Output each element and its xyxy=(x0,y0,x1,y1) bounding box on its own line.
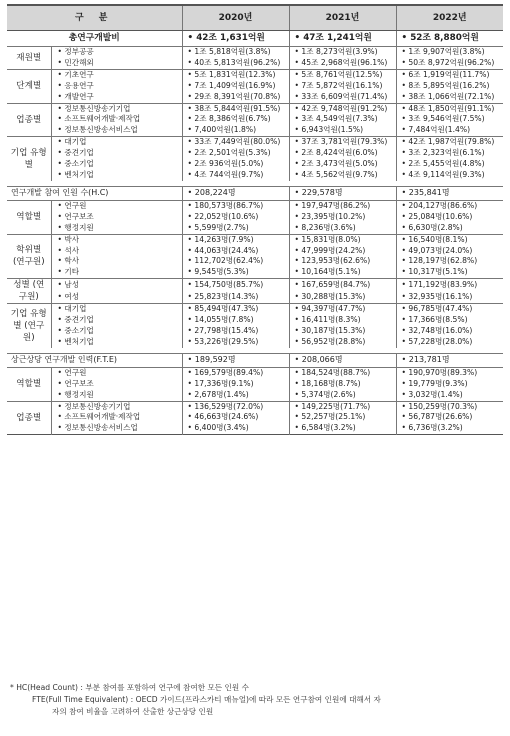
row-value: • 33조 6,609억원(71.4%) xyxy=(289,92,396,103)
row-value: • 30,187명(15.3%) xyxy=(289,326,396,337)
row-label: • 중견기업 xyxy=(51,315,182,326)
table-row xyxy=(7,170,503,181)
row-value: • 57,228명(28.0%) xyxy=(396,337,503,348)
row-value: • 49,073명(24.0%) xyxy=(396,246,503,257)
row-label: • 민간해외 xyxy=(51,58,182,69)
row-value: • 7조 5,872억원(16.1%) xyxy=(289,81,396,92)
row-label: • 석사 xyxy=(51,246,182,257)
row-value: • 6,736명(3.2%) xyxy=(396,423,503,434)
row-value: • 42조 9,748억원(91.2%) xyxy=(289,103,396,114)
row-value: • 6,630명(2.8%) xyxy=(396,223,503,234)
row-label: • 정보통신방송기기업 xyxy=(51,103,182,114)
footnote-fte-cont: 자의 참여 비율을 고려하여 산출한 상근상당 인원 xyxy=(52,707,214,716)
row-value: • 171,192명(83.9%) xyxy=(396,279,503,292)
row-label: • 남성 xyxy=(51,279,182,292)
row-value: • 190,970명(89.3%) xyxy=(396,367,503,378)
row-value: • 3,032명(1.4%) xyxy=(396,390,503,401)
table-row xyxy=(7,267,503,278)
row-value: • 10,164명(5.1%) xyxy=(289,267,396,278)
group-label: 성별 (연구원) xyxy=(7,279,51,304)
table-row xyxy=(7,412,503,423)
row-value: • 30,288명(15.3%) xyxy=(289,291,396,304)
table-row xyxy=(7,200,503,211)
row-value: • 2조 936억원(5.0%) xyxy=(182,159,289,170)
table-row xyxy=(7,390,503,401)
row-value: • 4조 9,114억원(9.3%) xyxy=(396,170,503,181)
row-value: • 3조 9,546억원(7.5%) xyxy=(396,114,503,125)
row-value: • 154,750명(85.7%) xyxy=(182,279,289,292)
row-value: • 180,573명(86.7%) xyxy=(182,200,289,211)
table-row xyxy=(7,58,503,69)
fte-value: • 213,781명 xyxy=(396,353,503,367)
total-label: 총연구개발비 xyxy=(7,31,182,47)
row-value: • 42조 1,987억원(79.8%) xyxy=(396,137,503,148)
row-value: • 25,823명(14.3%) xyxy=(182,291,289,304)
row-value: • 7조 1,409억원(16.9%) xyxy=(182,81,289,92)
row-value: • 2조 8,386억원(6.7%) xyxy=(182,114,289,125)
total-row xyxy=(7,31,503,47)
table-row xyxy=(7,92,503,103)
row-value: • 96,785명(47.4%) xyxy=(396,304,503,315)
row-value: • 7,484억원(1.4%) xyxy=(396,125,503,136)
hc-row xyxy=(7,186,503,200)
row-value: • 53,226명(29.5%) xyxy=(182,337,289,348)
table-row xyxy=(7,81,503,92)
row-label: • 벤처기업 xyxy=(51,337,182,348)
row-value: • 27,798명(15.4%) xyxy=(182,326,289,337)
table-end xyxy=(7,435,503,436)
row-value: • 5,599명(2.7%) xyxy=(182,223,289,234)
footnote-hc: * HC(Head Count) : 부분 참여를 포함하여 연구에 참여한 모든 인원 수 xyxy=(10,683,249,692)
row-value: • 2조 8,424억원(6.0%) xyxy=(289,148,396,159)
fte-value: • 208,066명 xyxy=(289,353,396,367)
row-value: • 2,678명(1.4%) xyxy=(182,390,289,401)
row-value: • 6,400명(3.4%) xyxy=(182,423,289,434)
row-value: • 48조 1,850억원(91.1%) xyxy=(396,103,503,114)
row-label: • 박사 xyxy=(51,234,182,245)
header-year: 2020년 xyxy=(182,5,289,31)
row-value: • 4조 744억원(9.7%) xyxy=(182,170,289,181)
row-label: • 중소기업 xyxy=(51,326,182,337)
hc-value: • 229,578명 xyxy=(289,186,396,200)
row-value: • 5,374명(2.6%) xyxy=(289,390,396,401)
row-value: • 6,943억원(1.5%) xyxy=(289,125,396,136)
header-category: 구 분 xyxy=(7,5,182,31)
hc-value: • 208,224명 xyxy=(182,186,289,200)
table-row xyxy=(7,223,503,234)
total-value: • 47조 1,241억원 xyxy=(289,31,396,47)
total-value: • 42조 1,631억원 xyxy=(182,31,289,47)
row-label: • 응용연구 xyxy=(51,81,182,92)
row-label: • 연구보조 xyxy=(51,379,182,390)
row-label: • 행정지원 xyxy=(51,390,182,401)
row-value: • 46,663명(24.6%) xyxy=(182,412,289,423)
row-value: • 94,397명(47.7%) xyxy=(289,304,396,315)
row-value: • 25,084명(10.6%) xyxy=(396,212,503,223)
table-body xyxy=(7,31,503,436)
row-value: • 8,236명(3.6%) xyxy=(289,223,396,234)
row-value: • 184,524명(88.7%) xyxy=(289,367,396,378)
row-label: • 연구원 xyxy=(51,367,182,378)
total-value: • 52조 8,880억원 xyxy=(396,31,503,47)
hc-label: 연구개발 참여 인원 수(H.C) xyxy=(7,186,182,200)
row-label: • 기초연구 xyxy=(51,69,182,80)
row-value: • 204,127명(86.6%) xyxy=(396,200,503,211)
fte-value: • 189,592명 xyxy=(182,353,289,367)
row-value: • 6,584명(3.2%) xyxy=(289,423,396,434)
row-value: • 167,659명(84.7%) xyxy=(289,279,396,292)
row-value: • 8조 5,895억원(16.2%) xyxy=(396,81,503,92)
row-label: • 개발연구 xyxy=(51,92,182,103)
group-label: 역할별 xyxy=(7,200,51,234)
group-label: 업종별 xyxy=(7,401,51,435)
row-value: • 32,935명(16.1%) xyxy=(396,291,503,304)
group-label: 기업 유형별 (연구원) xyxy=(7,304,51,348)
row-value: • 38조 5,844억원(91.5%) xyxy=(182,103,289,114)
header-row xyxy=(7,5,503,31)
row-value: • 45조 2,968억원(96.1%) xyxy=(289,58,396,69)
row-value: • 5조 8,761억원(12.5%) xyxy=(289,69,396,80)
row-value: • 47,999명(24.2%) xyxy=(289,246,396,257)
row-value: • 2조 2,501억원(5.3%) xyxy=(182,148,289,159)
row-label: • 소프트웨어개발·제작업 xyxy=(51,412,182,423)
row-value: • 6조 1,919억원(11.7%) xyxy=(396,69,503,80)
row-value: • 29조 8,391억원(70.8%) xyxy=(182,92,289,103)
row-value: • 1조 5,818억원(3.8%) xyxy=(182,47,289,58)
table-row xyxy=(7,246,503,257)
row-value: • 3조 2,323억원(6.1%) xyxy=(396,148,503,159)
row-value: • 15,831명(8.0%) xyxy=(289,234,396,245)
row-value: • 112,702명(62.4%) xyxy=(182,256,289,267)
row-value: • 16,411명(8.3%) xyxy=(289,315,396,326)
row-value: • 23,395명(10.2%) xyxy=(289,212,396,223)
row-value: • 2조 5,455억원(4.8%) xyxy=(396,159,503,170)
row-label: • 벤처기업 xyxy=(51,170,182,181)
row-value: • 1조 8,273억원(3.9%) xyxy=(289,47,396,58)
table-row xyxy=(7,291,503,304)
row-label: • 정부공공 xyxy=(51,47,182,58)
row-value: • 150,259명(70.3%) xyxy=(396,401,503,412)
row-value: • 22,052명(10.6%) xyxy=(182,212,289,223)
row-label: • 행정지원 xyxy=(51,223,182,234)
row-value: • 33조 7,449억원(80.0%) xyxy=(182,137,289,148)
table-row xyxy=(7,337,503,348)
row-value: • 169,579명(89.4%) xyxy=(182,367,289,378)
row-value: • 37조 3,781억원(79.3%) xyxy=(289,137,396,148)
table-row xyxy=(7,379,503,390)
table-row xyxy=(7,304,503,315)
table-row xyxy=(7,125,503,136)
row-label: • 정보통신방송기기업 xyxy=(51,401,182,412)
row-value: • 7,400억원(1.8%) xyxy=(182,125,289,136)
row-label: • 학사 xyxy=(51,256,182,267)
row-value: • 44,063명(24.4%) xyxy=(182,246,289,257)
table-row xyxy=(7,234,503,245)
row-value: • 14,055명(7.8%) xyxy=(182,315,289,326)
row-value: • 5조 1,831억원(12.3%) xyxy=(182,69,289,80)
table-row xyxy=(7,137,503,148)
row-label: • 중소기업 xyxy=(51,159,182,170)
table-row xyxy=(7,256,503,267)
row-value: • 16,540명(8.1%) xyxy=(396,234,503,245)
row-value: • 18,168명(8.7%) xyxy=(289,379,396,390)
fte-row xyxy=(7,353,503,367)
table-row xyxy=(7,47,503,58)
table-row xyxy=(7,401,503,412)
table-row xyxy=(7,103,503,114)
row-label: • 정보통신방송서비스업 xyxy=(51,125,182,136)
hc-value: • 235,841명 xyxy=(396,186,503,200)
table-row xyxy=(7,148,503,159)
row-value: • 128,197명(62.8%) xyxy=(396,256,503,267)
row-value: • 3조 4,549억원(7.3%) xyxy=(289,114,396,125)
table-row xyxy=(7,326,503,337)
row-value: • 149,225명(71.7%) xyxy=(289,401,396,412)
table-end-line xyxy=(7,435,503,436)
row-value: • 38조 1,066억원(72.1%) xyxy=(396,92,503,103)
row-value: • 56,787명(26.6%) xyxy=(396,412,503,423)
table-row xyxy=(7,159,503,170)
header-year: 2021년 xyxy=(289,5,396,31)
row-value: • 17,366명(8.5%) xyxy=(396,315,503,326)
group-label: 업종별 xyxy=(7,103,51,137)
row-value: • 14,263명(7.9%) xyxy=(182,234,289,245)
row-label: • 대기업 xyxy=(51,304,182,315)
header-year: 2022년 xyxy=(396,5,503,31)
row-value: • 10,317명(5.1%) xyxy=(396,267,503,278)
row-value: • 19,779명(9.3%) xyxy=(396,379,503,390)
table-row xyxy=(7,279,503,292)
row-label: • 중견기업 xyxy=(51,148,182,159)
row-label: • 기타 xyxy=(51,267,182,278)
row-value: • 123,953명(62.6%) xyxy=(289,256,396,267)
table-row xyxy=(7,69,503,80)
row-label: • 연구보조 xyxy=(51,212,182,223)
row-value: • 85,494명(47.3%) xyxy=(182,304,289,315)
footnote-fte: FTE(Full Time Equivalent) : OECD 가이드(프라스카티 매뉴얼)에 따라 모든 연구참여 인원에 대해서 자 xyxy=(32,695,381,704)
row-label: • 소프트웨어개발·제작업 xyxy=(51,114,182,125)
statistics-table xyxy=(7,4,503,435)
table-row xyxy=(7,212,503,223)
group-label: 기업 유형별 xyxy=(7,137,51,181)
row-label: • 정보통신방송서비스업 xyxy=(51,423,182,434)
row-label: • 대기업 xyxy=(51,137,182,148)
row-value: • 52,257명(25.1%) xyxy=(289,412,396,423)
row-value: • 17,336명(9.1%) xyxy=(182,379,289,390)
row-value: • 136,529명(72.0%) xyxy=(182,401,289,412)
table-row xyxy=(7,367,503,378)
group-label: 학위별 (연구원) xyxy=(7,234,51,279)
row-label: • 연구원 xyxy=(51,200,182,211)
row-value: • 40조 5,813억원(96.2%) xyxy=(182,58,289,69)
row-value: • 1조 9,907억원(3.8%) xyxy=(396,47,503,58)
fte-label: 상근상당 연구개발 인력(F.T.E) xyxy=(7,353,182,367)
row-value: • 56,952명(28.8%) xyxy=(289,337,396,348)
row-value: • 2조 3,473억원(5.0%) xyxy=(289,159,396,170)
row-value: • 4조 5,562억원(9.7%) xyxy=(289,170,396,181)
table-row xyxy=(7,114,503,125)
table-row xyxy=(7,315,503,326)
row-value: • 197,947명(86.2%) xyxy=(289,200,396,211)
row-label: • 여성 xyxy=(51,291,182,304)
row-value: • 32,748명(16.0%) xyxy=(396,326,503,337)
group-label: 재원별 xyxy=(7,47,51,70)
group-label: 역할별 xyxy=(7,367,51,401)
footnote xyxy=(10,682,504,718)
group-label: 단계별 xyxy=(7,69,51,103)
table-row xyxy=(7,423,503,434)
row-value: • 9,545명(5.3%) xyxy=(182,267,289,278)
row-value: • 50조 8,972억원(96.2%) xyxy=(396,58,503,69)
